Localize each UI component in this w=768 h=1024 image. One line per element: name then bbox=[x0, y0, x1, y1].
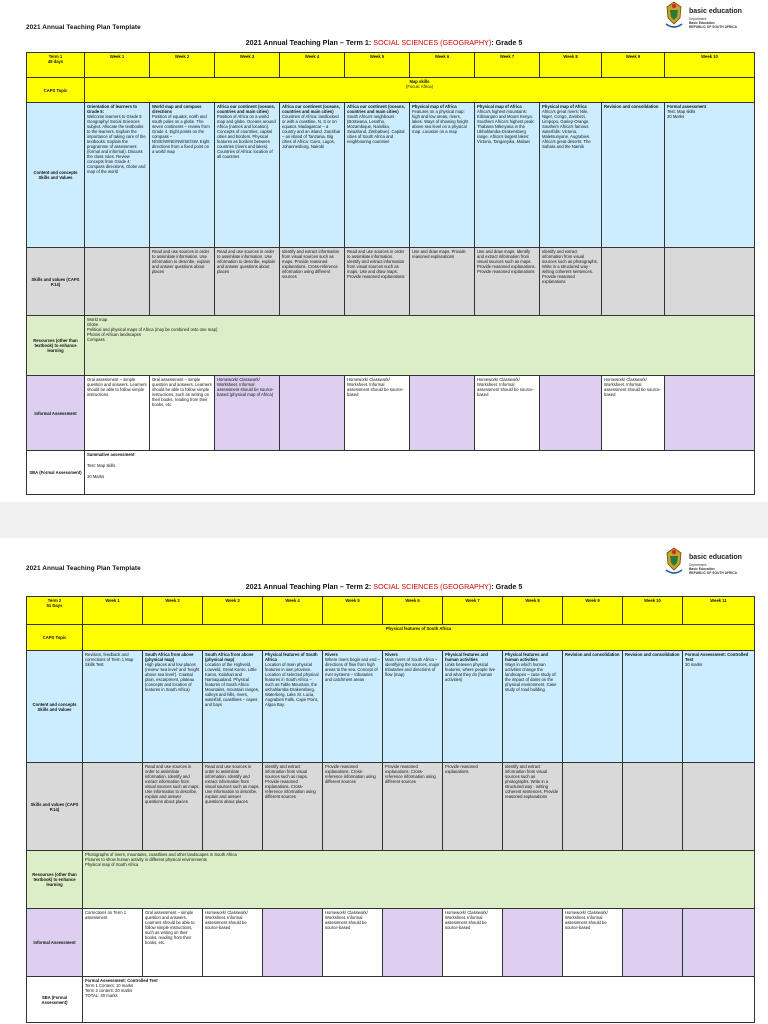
content-cell bbox=[150, 103, 215, 248]
plan-title bbox=[0, 582, 768, 591]
resources-label: Resources (other than textbook) to enhance learning bbox=[27, 851, 83, 909]
skills-cell: Provide reasoned explanations. Cross-reference information using different sources bbox=[323, 763, 383, 851]
week-header: Week 7 bbox=[475, 53, 540, 78]
content-heading: Revision and consolidation bbox=[604, 104, 659, 109]
term-days: 51 Days bbox=[46, 603, 63, 608]
informal-cell bbox=[623, 909, 683, 977]
week-header: Week 5 bbox=[323, 597, 383, 625]
skills-cell: Read and use sources in order to assimilate information. Identify and extract information from visual sources such as maps. Use information to describe, explain and answer questions about places bbox=[203, 763, 263, 851]
plan-title-prefix: 2021 Annual Teaching Plan – Term 1: bbox=[245, 38, 374, 47]
week-header: Week 7 bbox=[443, 597, 503, 625]
content-body: Position of equator, north and south poles on a globe. The seven continents – review from Grade 4. Eight points on the compass – N/S/E/W/NE/NW/SE/SW. Eight directions from a fixed point on a world map bbox=[152, 114, 210, 154]
skills-cell bbox=[83, 763, 143, 851]
content-cell bbox=[345, 103, 410, 248]
skills-cell: Read and use sources in order to assimilate information. Identify and extract information from visual sources such as maps. Use and draw maps. Provide reasoned explanations bbox=[345, 248, 410, 316]
content-heading: Physical map of Africa bbox=[412, 104, 457, 109]
resource-item: Compass bbox=[87, 337, 105, 342]
informal-label: Informal Assessment bbox=[27, 909, 83, 977]
logo-sub2: Basic Education bbox=[689, 21, 715, 25]
content-body: Features on a physical map: high and low areas, rivers, lakes. Ways of showing height above sea level on a physical map. Location on a map bbox=[412, 109, 469, 134]
skills-cell bbox=[665, 248, 755, 316]
informal-cell: Homework/ Classwork/ Worksheet. Informal assessment should be source-based bbox=[475, 376, 540, 451]
informal-cell: Homework/ Classwork/ Worksheet. Informal assessment should be source-based bbox=[443, 909, 503, 977]
content-body: Where rivers begin and end – directions of flow from high areas to the sea. Concept of river systems – tributaries and catchment areas bbox=[325, 657, 380, 682]
content-body: Location of main physical features in own province. Location of selected physical features in South Africa – such as Table Mountain, the uKhahlamba-Drakensberg, Waterberg, Lake St. Lucia, Augrabies Falls, Cape Point, Algoa Bay. bbox=[265, 662, 319, 707]
content-heading: Revision and consolidation bbox=[625, 652, 680, 657]
document-title: 2021 Annual Teaching Plan Template bbox=[26, 565, 141, 572]
content-body: Africa's highest mountains: Kilimanjaro and Mount Kenya. Southern Africa's highest peak: Thabana Ntlenyana in the Ukhahlamba-Drakensberg range. Africa's largest lakes: Victoria, Tanganyika, Malawi bbox=[477, 109, 535, 144]
sba-label: SBA (Formal Assessment) bbox=[27, 977, 83, 1023]
skills-cell: Use and draw maps. Provide reasoned explanations bbox=[410, 248, 475, 316]
week-header: Week 5 bbox=[345, 53, 410, 78]
logo-sub2: Basic Education bbox=[689, 567, 715, 571]
logo-sub3: REPUBLIC OF SOUTH AFRICA bbox=[689, 571, 738, 575]
content-heading: Physical features and human activities bbox=[505, 652, 549, 662]
content-heading: South Africa from above (physical map) bbox=[205, 652, 254, 662]
sba-line: 30 Marks bbox=[87, 474, 105, 479]
informal-cell bbox=[540, 376, 602, 451]
informal-cell: Homework/ Classwork/ Worksheet. Informal assessment should be source-based (physical map of Africa) bbox=[215, 376, 280, 451]
skills-cell: Identify and extract information from visual sources such as photographs. Write in a structured way - writing coherent sentences. Provide reasoned explanations bbox=[540, 248, 602, 316]
informal-cell bbox=[503, 909, 563, 977]
content-cell bbox=[665, 103, 755, 248]
sba-title: Formal Assessment: Controlled Test bbox=[85, 978, 158, 983]
resource-item: Photos of African landscapes bbox=[87, 332, 142, 337]
sba-label: SBA (Formal Assessment) bbox=[27, 451, 85, 495]
informal-cell bbox=[410, 376, 475, 451]
content-cell bbox=[443, 651, 503, 763]
informal-cell bbox=[665, 376, 755, 451]
content-cell bbox=[410, 103, 475, 248]
content-body: Location of the Highveld, Lowveld, Great Karoo, Little Karoo, Kalahari and Namaqualand. Physical features of South Africa: Mountains, mountain ranges, valleys and hills, rivers, waterfall, coastlines – capes and bays bbox=[205, 662, 260, 707]
skills-label: Skills and values (CAPS P.14) bbox=[27, 763, 83, 851]
content-body: Ways in which human activities change the landscapes – case study of: the impact of dams on the physical environment. Case study of road building bbox=[505, 662, 557, 692]
content-cell bbox=[263, 651, 323, 763]
teaching-plan-table bbox=[26, 52, 755, 495]
teaching-plan-table bbox=[26, 596, 755, 1023]
content-heading: Africa our continent (oceans, countries and main cities) bbox=[347, 104, 405, 114]
content-body: South Africa's neighbours (Botswana, Lesotho, Mozambique, Namibia, Swaziland, Zimbabwe). Capital cities of South Africa and neighbouring countries bbox=[347, 114, 405, 144]
content-cell bbox=[83, 651, 143, 763]
sba-title: Summative assessment bbox=[87, 452, 135, 457]
week-header: Week 3 bbox=[215, 53, 280, 78]
sba-line: TOTAL: 30 marks bbox=[85, 993, 118, 998]
plan-title-subject: SOCIAL SCIENCES (GEOGRAPHY) bbox=[373, 582, 492, 591]
skills-cell bbox=[85, 248, 150, 316]
content-body: Revision, feedback and corrections of Term 1 Map Skills Test bbox=[85, 652, 134, 667]
content-heading: Rivers bbox=[325, 652, 338, 657]
content-body: Welcome learners to Grade 5 Geography/ Social Sciences subject. Allocate the textbooks to the learners. Explain the importance of taking care of the textbooks. Explain the programme of assessment (formal and informal). Discuss the class rules. Review concepts from Grade 4: Compass directions, Globe and map of the world bbox=[87, 114, 146, 174]
week-header: Week 9 bbox=[602, 53, 665, 78]
content-cell bbox=[203, 651, 263, 763]
week-header: Week 10 bbox=[665, 53, 755, 78]
informal-cell bbox=[383, 909, 443, 977]
plan-title bbox=[0, 38, 768, 47]
term-cell bbox=[27, 597, 83, 625]
informal-cell: Homework/ Classwork/ Worksheet. Informal assessment should be source-based bbox=[602, 376, 665, 451]
informal-cell: Homework/ Classwork/ Worksheet. Informal assessment should be source-based bbox=[563, 909, 623, 977]
content-cell bbox=[143, 651, 203, 763]
skills-cell: Identify and extract information from visual sources such as photographs. Write in a structured way - writing coherent sentences. Provide reasoned explanations bbox=[503, 763, 563, 851]
content-body: High places and low places (review 'sea level' and 'height above sea level'). Coastal plain, escarpment, plateau (concepts and location of features in South Africa) bbox=[145, 662, 200, 692]
skills-cell: Read and use sources in order to assimilate information. Use information to describe, explain and answer questions about places bbox=[215, 248, 280, 316]
resources-cell bbox=[85, 316, 755, 376]
week-header: Week 9 bbox=[563, 597, 623, 625]
week-header: Week 11 bbox=[683, 597, 755, 625]
plan-title-grade: : Grade 5 bbox=[491, 582, 523, 591]
logo-sub1: Department: bbox=[689, 563, 708, 567]
week-header: Week 6 bbox=[383, 597, 443, 625]
content-cell bbox=[475, 103, 540, 248]
caps-topic-label: CAPS Topic bbox=[27, 625, 83, 651]
content-heading: Physical features and human activities bbox=[445, 652, 489, 662]
skills-cell bbox=[623, 763, 683, 851]
content-body: 30 marks bbox=[685, 662, 703, 667]
content-heading: Physical map of Africa bbox=[542, 104, 587, 109]
resource-item: Physical map of South Africa bbox=[85, 862, 139, 867]
skills-cell: Use and draw maps. Identify and extract information from visual sources such as maps. Provide reasoned explanations. Provide reasoned explanations bbox=[475, 248, 540, 316]
skills-cell: Provide reasoned explanations bbox=[443, 763, 503, 851]
week-header: Week 3 bbox=[203, 597, 263, 625]
content-cell bbox=[383, 651, 443, 763]
page-term1 bbox=[0, 0, 768, 502]
informal-cell: Homework/ Classwork/ Worksheet. Informal assessment should be source-based bbox=[345, 376, 410, 451]
content-body: Position of Africa on a world map and globe. Oceans around Africa (names and location). Concepts of countries, capital cities and borders. Physical features as borders between countries (rivers and lakes). Countries of Africa: location of all countries bbox=[217, 114, 276, 159]
plan-title-grade: : Grade 5 bbox=[491, 38, 523, 47]
informal-cell: Homework/ Classwork/ Worksheet. Informal assessment should be source-based bbox=[203, 909, 263, 977]
resource-item: World map bbox=[87, 317, 108, 322]
sba-line: Term 2 content: 20 marks bbox=[85, 988, 133, 993]
content-cell bbox=[623, 651, 683, 763]
skills-cell: Identify and extract information from visual sources such as maps. Provide reasoned explanations. Cross-reference information using different sources bbox=[280, 248, 345, 316]
content-heading: Physical features of South Africa bbox=[265, 652, 318, 662]
content-cell bbox=[540, 103, 602, 248]
week-header: Week 2 bbox=[143, 597, 203, 625]
content-body: Africa's great rivers: Nile, Niger, Congo, Zambezi, Limpopo, Gariep-Orange. Southern Africa's famous waterfalls: Victoria, Maletsunyane, Augrabies. Africa's great deserts: The Sahara and the Namib bbox=[542, 109, 591, 149]
resource-item: Political and physical maps of Africa (may be combined onto one map) bbox=[87, 327, 218, 332]
week-header: Week 4 bbox=[280, 53, 345, 78]
content-heading: Africa our continent (oceans, countries and main cities) bbox=[217, 104, 275, 114]
caps-topic-label: CAPS Topic bbox=[27, 78, 85, 103]
week-header: Week 8 bbox=[540, 53, 602, 78]
page-header bbox=[0, 538, 768, 588]
caps-topic-cell bbox=[85, 78, 755, 103]
resource-item: Pictures to show human activity in different physical environments bbox=[85, 857, 207, 862]
content-body: Test: Map skills 30 Marks bbox=[667, 109, 696, 119]
content-heading: South Africa from above (physical map) bbox=[145, 652, 194, 662]
resources-label: Resources (other than textbook) to enhance learning bbox=[27, 316, 85, 376]
skills-cell bbox=[563, 763, 623, 851]
content-body: Main rivers of South Africa – identifying the sources, major tributaries and directions of flow (map) bbox=[385, 657, 440, 677]
content-cell bbox=[503, 651, 563, 763]
content-body: Links between physical features, where people live and what they do (human activities) bbox=[445, 662, 496, 682]
sba-line: Test: Map skills bbox=[87, 463, 116, 468]
page-term2 bbox=[0, 538, 768, 1024]
informal-cell: Oral assessment – simple question and answers. Learners should be able to follow simple instructions, such as writing on their books, reading from their books, etc. bbox=[143, 909, 203, 977]
content-heading: Orientation of learners to Grade 5: bbox=[87, 104, 138, 114]
coat-of-arms-icon bbox=[663, 546, 685, 576]
informal-cell: Oral assessment – simple question and answers. Learners should be able to follow simple instructions. bbox=[85, 376, 150, 451]
content-cell bbox=[563, 651, 623, 763]
term-days: 45 days bbox=[47, 59, 64, 64]
content-heading: World map and compass directions bbox=[152, 104, 202, 114]
skills-cell: Read and use sources in order to assimilate information. Use information to describe, explain and answer questions about places bbox=[150, 248, 215, 316]
informal-label: Informal Assessment bbox=[27, 376, 85, 451]
resource-item: Photographs of rivers, mountains, coastlines and other landscapes in South Africa bbox=[85, 852, 237, 857]
content-body: Countries of Africa: landlocked or with a coastline, N, S or on equator. Madagascar – a country and an island. Zanzibar – an island of Tanzania. Big cities of Africa: Cairo, Lagos, Johannesburg, Nairobi bbox=[282, 114, 341, 149]
content-label: Content and concepts Skills and Values bbox=[27, 651, 83, 763]
term-label: Term 1 bbox=[48, 54, 63, 59]
logo-sub1: Department: bbox=[689, 17, 708, 21]
content-heading: Rivers bbox=[385, 652, 398, 657]
informal-cell: Homework/ Classwork/ Worksheet. Informal assessment should be source-based bbox=[323, 909, 383, 977]
week-header: Week 6 bbox=[410, 53, 475, 78]
week-header: Week 1 bbox=[83, 597, 143, 625]
sba-cell bbox=[85, 451, 755, 495]
content-heading: Physical map of Africa bbox=[477, 104, 522, 109]
informal-cell bbox=[263, 909, 323, 977]
content-heading: Africa our continent (oceans, countries and main cities) bbox=[282, 104, 340, 114]
page-gap bbox=[0, 502, 768, 538]
dbe-logo bbox=[663, 0, 763, 36]
term-label: Term 2 bbox=[47, 598, 62, 603]
document-title: 2021 Annual Teaching Plan Template bbox=[26, 24, 141, 31]
resources-cell bbox=[83, 851, 755, 909]
week-header: Week 1 bbox=[85, 53, 150, 78]
content-heading: Formal assessment bbox=[667, 104, 707, 109]
content-label: Content and concepts Skills and Values bbox=[27, 103, 85, 248]
caps-topic: Map skills bbox=[409, 79, 430, 84]
coat-of-arms-icon bbox=[663, 0, 685, 30]
skills-cell: Read and use sources in order to assimilate information. Identify and extract information from visual sources such as maps. Use information to describe, explain and answer questions about places bbox=[143, 763, 203, 851]
week-header: Week 2 bbox=[150, 53, 215, 78]
informal-cell: Oral assessment – simple question and answers. Learners should be able to follow simple instructions, such as writing on their books, reading from their books, etc. bbox=[150, 376, 215, 451]
week-header: Week 8 bbox=[503, 597, 563, 625]
content-heading: Revision and consolidation bbox=[565, 652, 620, 657]
dbe-logo bbox=[663, 546, 763, 582]
informal-cell bbox=[683, 909, 755, 977]
skills-cell: Identify and extract information from visual sources such as maps. Provide reasoned explanations. Cross-reference information using different sources bbox=[263, 763, 323, 851]
logo-sub3: REPUBLIC OF SOUTH AFRICA bbox=[689, 25, 738, 29]
resource-item: Globe bbox=[87, 322, 99, 327]
skills-cell: Provide reasoned explanations. Cross-reference information using different sources bbox=[383, 763, 443, 851]
logo-main-text: basic education bbox=[689, 554, 742, 561]
content-cell bbox=[280, 103, 345, 248]
content-cell bbox=[215, 103, 280, 248]
caps-focus: (Focus: Africa) bbox=[406, 84, 433, 89]
content-cell bbox=[602, 103, 665, 248]
caps-topic: Physical features of South Africa bbox=[83, 625, 755, 651]
plan-title-subject: SOCIAL SCIENCES (GEOGRAPHY) bbox=[373, 38, 492, 47]
content-cell bbox=[683, 651, 755, 763]
sba-cell bbox=[83, 977, 755, 1023]
week-header: Week 4 bbox=[263, 597, 323, 625]
informal-cell bbox=[280, 376, 345, 451]
skills-cell bbox=[683, 763, 755, 851]
informal-cell: Corrections on Term 1 assessment bbox=[83, 909, 143, 977]
content-heading: Formal Assessment: Controlled Test bbox=[685, 652, 749, 662]
logo-main-text: basic education bbox=[689, 8, 742, 15]
term-cell bbox=[27, 53, 85, 78]
plan-title-prefix: 2021 Annual Teaching Plan – Term 2: bbox=[245, 582, 374, 591]
skills-cell bbox=[602, 248, 665, 316]
content-cell bbox=[85, 103, 150, 248]
week-header: Week 10 bbox=[623, 597, 683, 625]
skills-label: Skills and values (CAPS P.14) bbox=[27, 248, 85, 316]
content-cell bbox=[323, 651, 383, 763]
sba-line: Term 1 Content: 10 marks bbox=[85, 983, 134, 988]
